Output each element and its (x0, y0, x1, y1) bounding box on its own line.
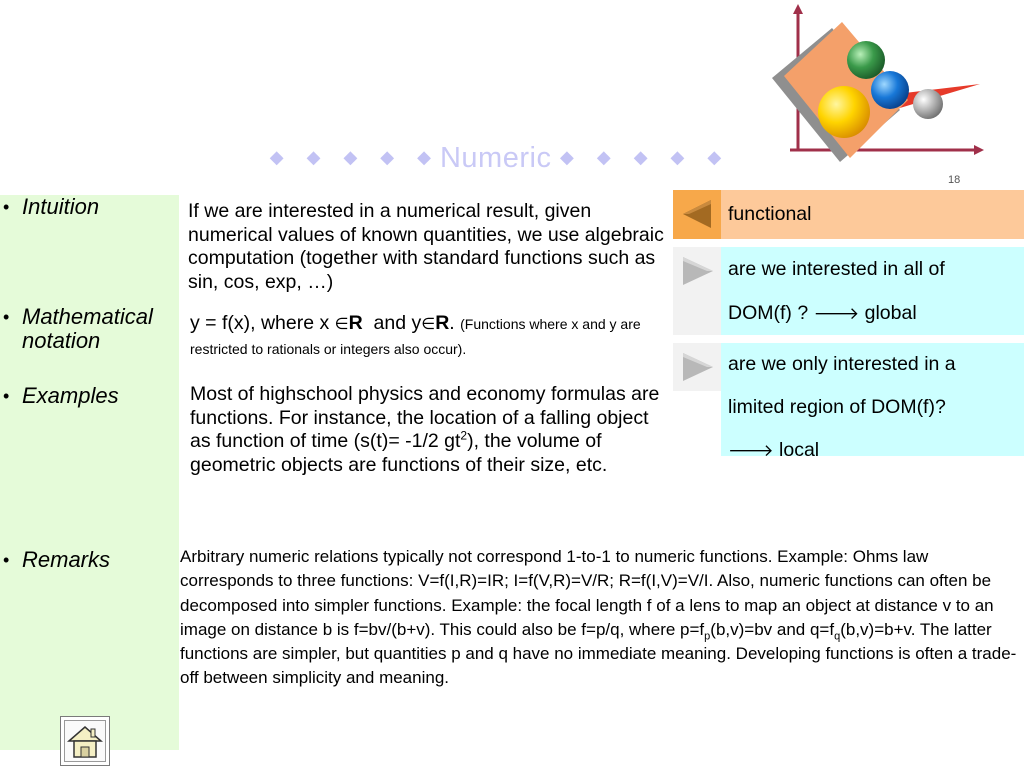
subscript: p (704, 630, 711, 643)
slide-title (0, 142, 1000, 175)
element-of-symbol: ∈ (421, 316, 436, 333)
bullet: • (3, 197, 10, 217)
home-button[interactable] (60, 716, 110, 766)
arrow-right-icon: 🡒 (728, 441, 774, 460)
panel-label: functional (728, 203, 812, 225)
home-button-face (64, 720, 106, 762)
panel-text: global (864, 302, 917, 324)
panel-text: DOM(f) ? (728, 302, 814, 324)
notation-text (190, 312, 668, 360)
intuition-text: If we are interested in a numerical result, given numerical values of known quantities, we use algebraic computation (together with standard functions such as sin, cos, exp, …) (188, 200, 664, 293)
arrow-right-icon: 🡒 (813, 304, 860, 323)
global-panel (721, 247, 1024, 335)
panel-line: limited region of DOM(f)? (728, 396, 946, 418)
triangle-left-icon (677, 194, 717, 234)
term-label: Remarks (22, 547, 111, 572)
examples-text (190, 383, 670, 477)
superscript: 2 (460, 428, 468, 443)
reals-symbol: R (435, 312, 450, 334)
notation-note: (Functions where x and y are restricted to rationals or integers also occur). (190, 316, 641, 357)
remarks-part: (b,v)=bv and q=f (710, 619, 835, 639)
home-icon (65, 721, 105, 761)
term-remarks (3, 548, 110, 572)
element-of-symbol: ∈ (334, 316, 349, 333)
subscript: q (834, 630, 841, 643)
play-button-local[interactable] (673, 343, 721, 391)
title-diamonds-right: ◆ ◆ ◆ ◆ ◆ (560, 147, 731, 167)
term-label: Mathematical notation (22, 304, 153, 353)
remarks-text (180, 545, 1018, 691)
examples-part: ), the volume of geometric objects are functions of their size, etc. (190, 430, 608, 476)
panel-line: are we only interested in a (728, 353, 956, 375)
triangle-right-icon (677, 251, 717, 291)
local-panel (721, 343, 1024, 461)
panel-text: local (779, 439, 820, 461)
back-button[interactable] (673, 190, 721, 239)
term-column (0, 195, 179, 750)
bullet: • (3, 386, 10, 406)
reals-symbol: R (348, 312, 363, 334)
panel-line: are we interested in all of (728, 258, 945, 280)
play-button-global[interactable] (673, 247, 721, 335)
functional-panel (721, 190, 1024, 239)
term-label: Intuition (22, 194, 100, 219)
notation-part: and y (362, 312, 422, 334)
panel-line (728, 429, 1024, 472)
page-number: 18 (948, 174, 961, 186)
panel-line (728, 291, 1024, 336)
term-intuition (3, 195, 99, 219)
notation-part: . (449, 312, 461, 334)
triangle-right-icon (677, 347, 717, 387)
term-label: Examples (22, 383, 119, 408)
title-text: Numeric (439, 142, 552, 174)
remarks-part: (b,v)=b+v. The latter functions are simpler, but quantities p and q have no immediate meaning. Developing functions is often a trade-off between simplicity and meaning. (180, 619, 1017, 688)
notation-part: y = f(x), where x (190, 312, 335, 334)
bullet: • (3, 550, 10, 570)
remarks-part: Arbitrary numeric relations typically not correspond 1-to-1 to numeric functions. Example: Ohms law corresponds to three functions: V=f(I,R)=IR; I=f(V,R)=V/R; R=f(I,V)=V/I. Also, numeric functions can often be decomposed into simpler functions. Example: the focal length f of a lens to map an object at distance v to an image on distance b is f=bv/(b+v). This could also be f=p/q, where p=f (180, 547, 994, 639)
term-notation (3, 305, 179, 353)
term-examples (3, 384, 119, 408)
examples-part: Most of highschool physics and economy formulas are functions. For instance, the location of a falling object as function of time (s(t)= -1/2 gt (190, 383, 660, 452)
title-diamonds-left: ◆ ◆ ◆ ◆ ◆ (269, 147, 440, 167)
bullet: • (3, 307, 10, 327)
